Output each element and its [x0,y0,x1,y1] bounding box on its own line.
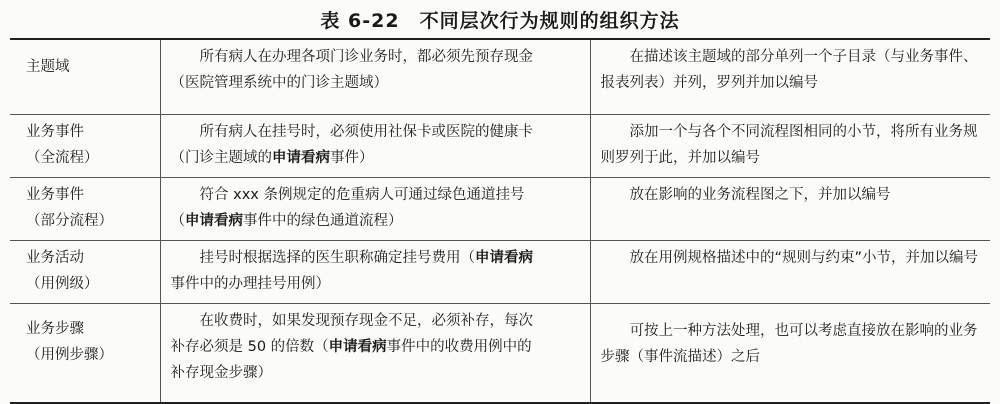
method-text: 放在用例规格描述中的“规则与约束”小节，并加以编号 [629,250,979,266]
method-text: 添加一个与各个不同流程图相同的小节，将所有业务规则罗列于此，并加以编号 [600,124,978,166]
event-name-bold: 申请看病 [328,339,387,355]
table-row [10,304,990,404]
example-line [171,182,580,208]
level-text: 业务步骤 [26,321,84,337]
table-title: 表 6-22 不同层次行为规则的组织方法 [320,10,680,32]
level-cell [10,241,160,304]
example-line [171,208,580,234]
level-text: 业务事件 [26,187,84,203]
text-run: （医院管理系统中的门诊主题域） [170,75,388,91]
level-cell [10,304,160,404]
example-line [171,245,580,271]
level-text: 主题域 [26,59,70,75]
level-text: 业务事件 [26,124,84,140]
method-cell [590,241,990,304]
text-run: （门诊主题域的 [170,150,272,166]
level-cell [10,115,160,178]
method-text: 在描述该主题域的部分单列一个子目录（与业务事件、报表列表）并列，罗列并加以编号 [600,49,978,91]
text-run: 事件中的办理挂号用例） [170,276,330,292]
example-cell [160,39,590,115]
example-line [171,360,580,386]
text-run: 事件中的绿色通道流程） [243,213,403,229]
event-name-bold: 申请看病 [475,250,533,266]
example-cell [160,115,590,178]
example-line [171,145,580,171]
level-subtext: （全流程） [26,150,99,166]
level-subtext: （用例级） [26,276,99,292]
text-run: 补存必须是 50 的倍数（ [170,339,329,355]
event-name-bold: 申请看病 [185,213,243,229]
text-run: 在收费时，如果发现预存现金不足，必须补存，每次 [199,313,533,329]
example-line [171,44,580,70]
event-name-bold: 申请看病 [272,150,330,166]
table-row [10,39,990,115]
method-cell [590,115,990,178]
method-cell [590,39,990,115]
example-line [171,308,580,334]
level-cell [10,39,160,115]
example-cell [160,304,590,404]
text-run: 所有病人在挂号时，必须使用社保卡或医院的健康卡 [199,124,533,140]
method-text: 放在影响的业务流程图之下，并加以编号 [629,187,891,203]
level-text: 业务活动 [26,250,84,266]
example-cell [160,178,590,241]
text-run: 所有病人在办理各项门诊业务时，都必须先预存现金 [199,49,533,65]
level-cell [10,178,160,241]
rules-table [10,38,990,404]
example-cell [160,241,590,304]
level-subtext: （用例步骤） [26,347,113,363]
text-run: 补存现金步骤） [170,365,272,381]
method-cell [590,178,990,241]
example-line [171,334,580,360]
method-text: 可按上一种方法处理，也可以考虑直接放在影响的业务步骤（事件流描述）之后 [600,323,978,365]
example-line [171,119,580,145]
table-row [10,178,990,241]
method-cell [590,304,990,404]
text-run: 事件） [330,150,374,166]
text-run: 事件中的收费用例中的 [386,339,532,355]
example-line [171,70,580,96]
text-run: 符合 xxx 条例规定的危重病人可通过绿色通道挂号 [199,187,525,203]
table-row [10,115,990,178]
text-run: （ [170,213,185,229]
level-subtext: （部分流程） [26,213,113,229]
example-line [171,271,580,297]
table-row [10,241,990,304]
text-run: 挂号时根据选择的医生职称确定挂号费用（ [199,250,475,266]
